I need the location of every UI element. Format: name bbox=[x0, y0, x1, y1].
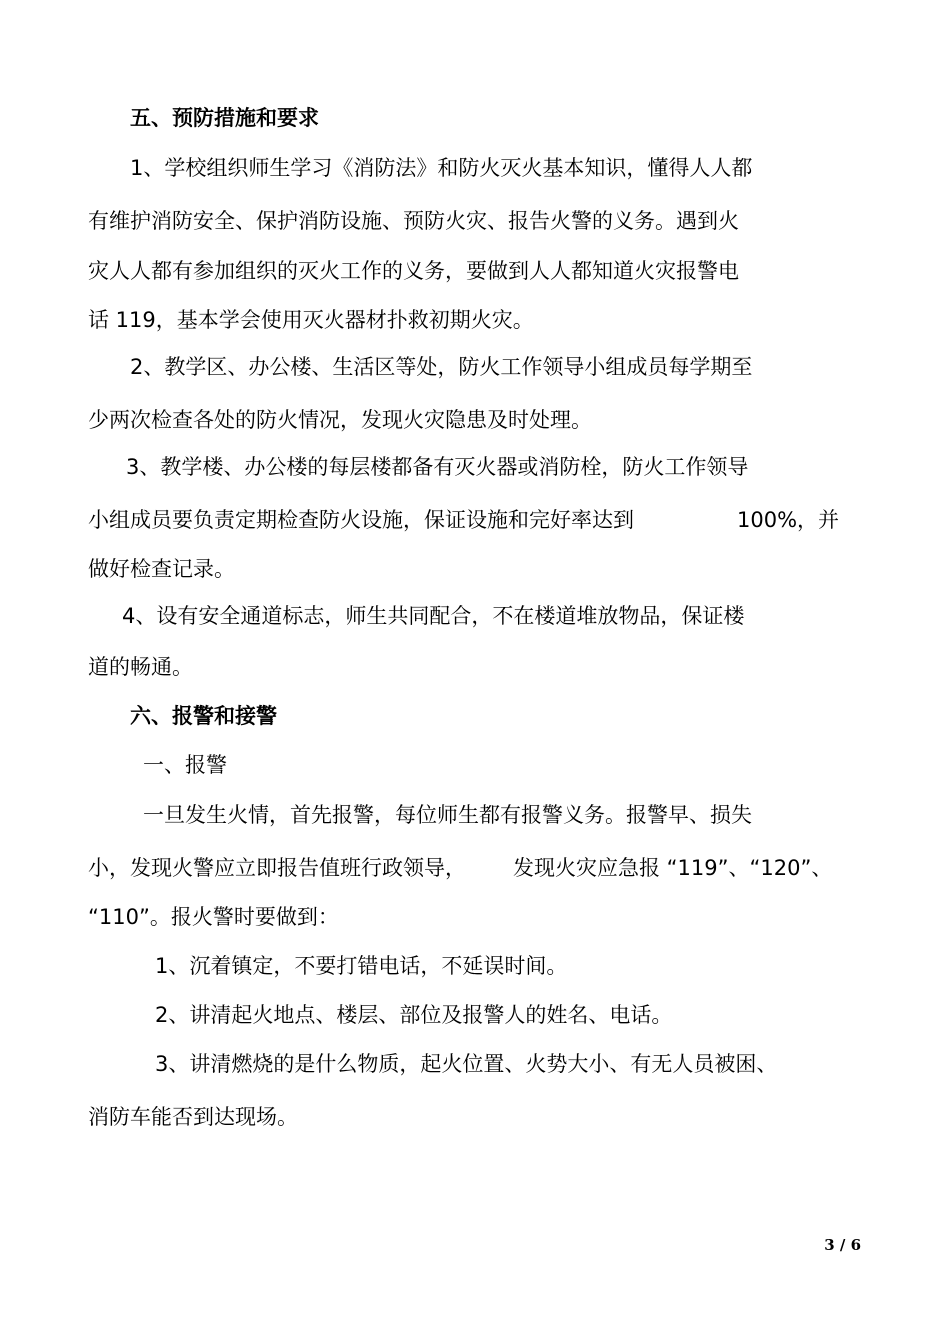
paragraph-line: 小组成员要负责定期检查防火设施，保证设施和完好率达到 bbox=[88, 508, 634, 532]
paragraph-line: 话 119，基本学会使用灭火器材扑救初期火灾。 bbox=[88, 308, 534, 332]
paragraph-line: 4、设有安全通道标志，师生共同配合，不在楼道堆放物品，保证楼 bbox=[122, 604, 745, 628]
section-heading-prevention: 五、预防措施和要求 bbox=[130, 106, 319, 130]
paragraph-line: 灾人人都有参加组织的灭火工作的义务，要做到人人都知道火灾报警电 bbox=[88, 259, 739, 283]
paragraph-line: 少两次检查各处的防火情况，发现火灾隐患及时处理。 bbox=[88, 408, 592, 432]
paragraph-line: “110”。报火警时要做到： bbox=[88, 905, 339, 929]
paragraph-line: 有维护消防安全、保护消防设施、预防火灾、报告火警的义务。遇到火 bbox=[88, 209, 739, 233]
paragraph-line: 道的畅通。 bbox=[88, 655, 193, 679]
list-item: 2、讲清起火地点、楼层、部位及报警人的姓名、电话。 bbox=[155, 1003, 673, 1027]
list-item: 3、讲清燃烧的是什么物质，起火位置、火势大小、有无人员被困、 bbox=[155, 1052, 778, 1076]
percent-value: 100%，并 bbox=[737, 508, 840, 532]
list-item: 1、沉着镇定，不要打错电话，不延误时间。 bbox=[155, 954, 568, 978]
page-number: 3 / 6 bbox=[824, 1236, 861, 1254]
paragraph-line: 3、教学楼、办公楼的每层楼都备有灭火器或消防栓，防火工作领导 bbox=[126, 455, 749, 479]
subheading-alarm: 一、报警 bbox=[143, 753, 227, 777]
section-heading-alarm: 六、报警和接警 bbox=[130, 704, 277, 728]
paragraph-line: 做好检查记录。 bbox=[88, 557, 235, 581]
list-item: 消防车能否到达现场。 bbox=[88, 1105, 298, 1129]
paragraph-line: 1、学校组织师生学习《消防法》和防火灭火基本知识，懂得人人都 bbox=[130, 156, 753, 180]
paragraph-line: 2、教学区、办公楼、生活区等处，防火工作领导小组成员每学期至 bbox=[130, 355, 753, 379]
paragraph-line: 发现火灾应急报 “119”、“120”、 bbox=[513, 856, 833, 880]
paragraph-line: 小，发现火警应立即报告值班行政领导， bbox=[88, 856, 466, 880]
paragraph-line: 一旦发生火情，首先报警，每位师生都有报警义务。报警早、损失 bbox=[143, 803, 752, 827]
